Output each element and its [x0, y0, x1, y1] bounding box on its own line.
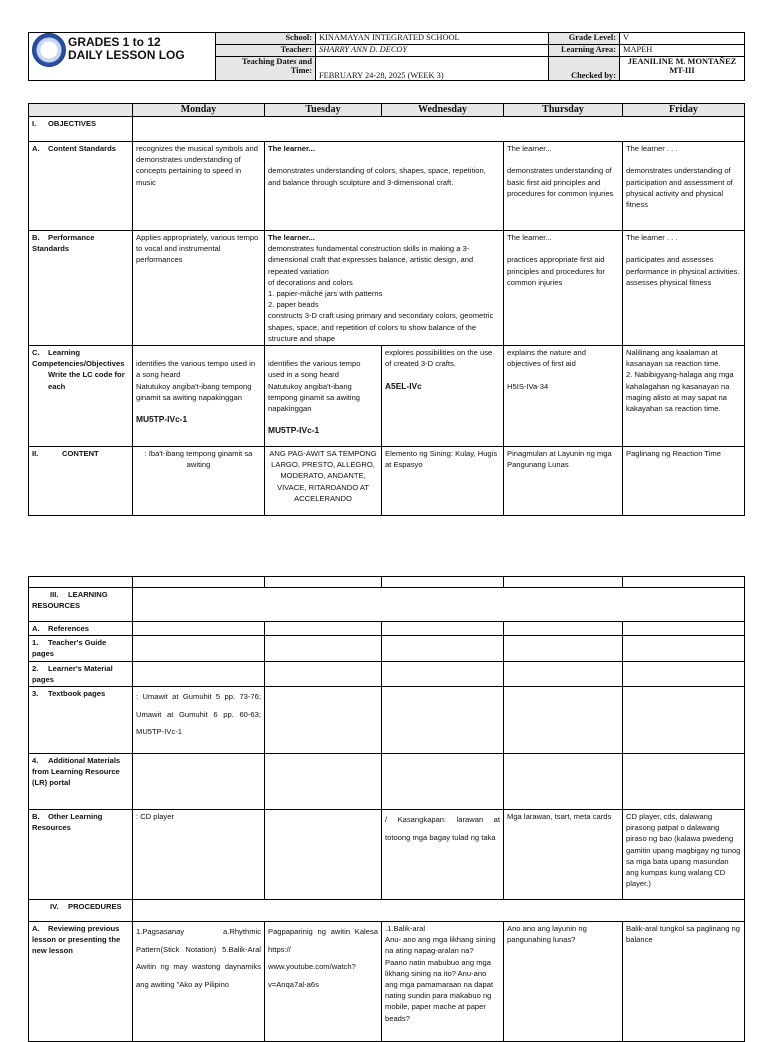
table-2-top-row: [29, 577, 745, 588]
references-num: A.: [32, 624, 40, 633]
performance-standards-row: [29, 231, 745, 346]
competencies-label: [29, 346, 133, 447]
competencies-tuesday-code: MU5TP-IVc-1: [268, 425, 320, 436]
learners-material-row: [29, 661, 745, 686]
blank-cell: [265, 636, 382, 661]
content-standards-tue-wed-head: The learner...: [268, 144, 315, 153]
blank-cell: [133, 577, 265, 588]
textbook-text: Textbook pages: [48, 689, 106, 699]
blank-cell: [623, 622, 745, 636]
procedures-label: [29, 900, 133, 922]
performance-standards-friday-l1: participates and assesses performance in physical activities.: [626, 255, 740, 276]
blank-cell: [382, 636, 504, 661]
blank-cell: [133, 636, 265, 661]
grade-level-label: Grade Level:: [549, 33, 620, 45]
teaching-dates-label-l1: Teaching Dates and: [242, 57, 312, 66]
title-cell: [29, 33, 216, 81]
content-standards-thursday-text: demonstrates understanding of basic first aid principles and procedures for common injuries: [507, 166, 614, 198]
learning-resources-label: [29, 588, 133, 622]
additional-materials-num: 4.: [32, 756, 39, 766]
review-friday: Balik-aral tungkol sa paglinang ng balance: [623, 922, 745, 1042]
review-thursday: Ano ano ang layunin ng pangunahing lunas?: [504, 922, 623, 1042]
blank-cell: [133, 754, 265, 810]
blank-cell: [133, 661, 265, 686]
performance-standards-label: [29, 231, 133, 346]
competencies-wednesday-code: A5EL-IVc: [385, 380, 422, 391]
performance-standards-tue-wed-l4: 2. paper beads: [268, 300, 319, 310]
deped-seal-logo: [32, 33, 66, 67]
competencies-wednesday: [382, 346, 504, 447]
day-header-friday: Friday: [623, 104, 745, 117]
teaching-dates-value: FEBRUARY 24-28, 2025 (WEEK 3): [316, 57, 549, 81]
content-standards-monday: recognizes the musical symbols and demonstrates understanding of concepts pertaining to speed in music: [133, 142, 265, 231]
competencies-tuesday-fil: Natutukoy angiba't-ibang tempong ginamit sa awiting napakinggan: [268, 381, 361, 414]
teachers-guide-num: 1.: [32, 638, 39, 648]
competencies-text: Learning Competencies/Objectives: [32, 348, 125, 369]
checked-by-position: MT-III: [669, 66, 695, 75]
blank-cell: [265, 622, 382, 636]
content-num: II.: [32, 449, 39, 459]
review-wednesday-l3: Paano natin mabubuo ang mga likhang sining na ito? Anu-ano ang mga pamamaraan na dapat nating sundin para makabuo ng mobile, paper mache at paper beads?: [385, 957, 494, 1023]
learning-resources-num: III.: [50, 590, 59, 599]
performance-standards-thursday: [504, 231, 623, 346]
learning-resources-row: [29, 588, 745, 622]
textbook-row: [29, 687, 745, 754]
day-header-thursday: Thursday: [504, 104, 623, 117]
blank-cell: [382, 622, 504, 636]
competencies-thursday-code: H5IS-IVa-34: [507, 381, 549, 391]
teaching-dates-label: [216, 57, 316, 81]
content-row: [29, 447, 745, 516]
blank-cell: [133, 622, 265, 636]
learning-area-value: MAPEH: [620, 45, 745, 57]
checked-by-name: JEANILINE M. MONTAÑEZ: [627, 57, 737, 66]
review-monday: 1.Pagsasanay a.Rhythmic Pattern(Stick Notation) 5.Balik-Aral Awitin ng may wastong daynamiks ang awiting "Ako ay Pilipino: [133, 922, 265, 1042]
performance-standards-thursday-head: The learner...: [507, 233, 552, 242]
performance-standards-tue-wed-l2: of decorations and colors: [268, 277, 353, 287]
other-resources-wednesday: / Kasangkapan: larawan at totoong mga bagay tulad ng taka: [382, 810, 504, 900]
content-standards-thursday: [504, 142, 623, 231]
content-standards-thursday-head: The learner...: [507, 144, 552, 153]
content-text: CONTENT: [62, 449, 99, 459]
day-header-tuesday: Tuesday: [265, 104, 382, 117]
learners-material-text: Learner's Material pages: [32, 663, 113, 684]
learning-resources-text: LEARNING RESOURCES: [32, 590, 108, 611]
objectives-row: [29, 117, 745, 142]
title-line-1: GRADES 1 to 12: [68, 35, 161, 49]
textbook-label: [29, 687, 133, 754]
other-resources-text: Other Learning Resources: [32, 812, 103, 833]
competencies-row: [29, 346, 745, 447]
day-header-monday: Monday: [133, 104, 265, 117]
blank-cell: [382, 687, 504, 754]
performance-standards-monday: Applies appropriately, various tempo to vocal and instrumental performances: [133, 231, 265, 346]
checked-by-label: Checked by:: [549, 57, 620, 81]
additional-materials-label: [29, 754, 133, 810]
day-header-row: [29, 104, 745, 117]
blank-cell: [382, 661, 504, 686]
other-resources-num: B.: [32, 812, 40, 822]
content-standards-friday-head: The learner . . .: [626, 144, 678, 153]
blank-cell: [265, 754, 382, 810]
performance-standards-thursday-text: practices appropriate first aid principles and procedures for common injuries: [507, 255, 605, 287]
content-standards-friday: [623, 142, 745, 231]
blank-cell: [504, 754, 623, 810]
blank-cell: [623, 636, 745, 661]
performance-standards-text: Performance Standards: [32, 233, 95, 254]
content-label: [29, 447, 133, 516]
blank-cell: [623, 687, 745, 754]
blank-cell: [382, 754, 504, 810]
review-tuesday: Pagpaparinig ng awitin Kalesa https:// www.youtube.com/watch? v=Anqa7al-a6s: [265, 922, 382, 1042]
performance-standards-num: B.: [32, 233, 40, 242]
other-resources-row: [29, 810, 745, 900]
blank-cell: [504, 622, 623, 636]
objectives-num: I.: [32, 119, 37, 128]
grade-level-value: V: [620, 33, 745, 45]
textbook-num: 3.: [32, 689, 39, 699]
content-standards-text: Content Standards: [48, 144, 116, 153]
competencies-monday-en: identifies the various tempo used in a song heard: [136, 359, 256, 380]
blank-header-cell: [29, 104, 133, 117]
competencies-thursday-text: explains the nature and objectives of first aid: [507, 348, 586, 369]
lesson-log-table-2: [28, 576, 745, 1042]
procedures-row: [29, 900, 745, 922]
performance-standards-tue-wed-head: The learner...: [268, 233, 315, 242]
performance-standards-tue-wed: [265, 231, 504, 346]
content-monday: : Iba't-ibang tempong ginamit sa awiting: [133, 447, 265, 516]
blank-cell: [623, 661, 745, 686]
content-wednesday: Elemento ng Sining: Kulay, Hugis at Espasyo: [382, 447, 504, 516]
content-standards-num: A.: [32, 144, 40, 153]
review-num: A.: [32, 924, 40, 934]
review-text: Reviewing previous lesson or presenting the new lesson: [32, 924, 121, 956]
objectives-label: [29, 117, 133, 142]
objectives-span-cell: [133, 117, 745, 142]
day-header-wednesday: Wednesday: [382, 104, 504, 117]
content-thursday: Pinagmulan at Layunin ng mga Pangunang Lunas: [504, 447, 623, 516]
performance-standards-friday-l2: assesses physical fitness: [626, 277, 712, 287]
competencies-friday-l1: Nalilinang ang kaalaman at kasanayan sa reaction time.: [626, 348, 721, 369]
teachers-guide-text: Teacher's Guide pages: [32, 638, 107, 659]
learning-area-label: Learning Area:: [549, 45, 620, 57]
blank-cell: [265, 661, 382, 686]
teacher-value: SHARRY ANN D. DECOY: [316, 45, 549, 57]
competencies-monday: [133, 346, 265, 447]
blank-cell: [265, 577, 382, 588]
other-resources-friday: CD player, cds, dalawang pirasong patpat o dalawang piraso ng bao (kalawa pwedeng gamitin upang magbigay ng tunog sa mga bata upang masundan ang kumpas kung walang CD player.): [623, 810, 745, 900]
procedures-text: PROCEDURES: [68, 902, 122, 912]
content-standards-friday-text: demonstrates understanding of participation and assessment of physical activity and physical fitness: [626, 166, 733, 210]
additional-materials-text: Additional Materials from Learning Resource (LR) portal: [32, 756, 121, 788]
blank-cell: [504, 661, 623, 686]
textbook-monday: : Umawit at Gumuhit 5 pp. 73-76; Umawit at Gumuhit 6 pp. 60-63; MU5TP-IVc-1: [133, 687, 265, 754]
content-standards-tue-wed-text: demonstrates understanding of colors, shapes, space, repetition, and balance through sculpture and 3-dimensional craft.: [268, 166, 486, 187]
blank-cell: [504, 577, 623, 588]
teachers-guide-label: [29, 636, 133, 661]
competencies-tuesday-en: identifies the various tempo used in a song heard: [268, 359, 361, 380]
competencies-wednesday-text: explores possibilities on the use of created 3-D crafts.: [385, 348, 493, 369]
other-resources-thursday: Mga larawan, tsart, meta cards: [504, 810, 623, 900]
blank-cell: [265, 810, 382, 900]
school-value: KINAMAYAN INTEGRATED SCHOOL: [316, 33, 549, 45]
competencies-num: C.: [32, 348, 40, 358]
procedures-num: IV.: [50, 902, 59, 912]
other-resources-label: [29, 810, 133, 900]
content-tuesday: ANG PAG-AWIT SA TEMPONG LARGO, PRESTO, ALLEGRO, MODERATO, ANDANTE, VIVACE, RITARDANDO AT ACCELERANDO: [265, 447, 382, 516]
references-label: [29, 622, 133, 636]
blank-cell: [265, 687, 382, 754]
competencies-lc-code-note: Write the LC code for each: [48, 370, 125, 391]
school-label: School:: [216, 33, 316, 45]
blank-cell: [382, 577, 504, 588]
lesson-log-table-1: [28, 103, 745, 516]
learners-material-label: [29, 661, 133, 686]
header-table: [28, 32, 745, 81]
objectives-text: OBJECTIVES: [48, 119, 97, 128]
learners-material-num: 2.: [32, 663, 39, 673]
title-line-2: DAILY LESSON LOG: [68, 48, 185, 62]
performance-standards-friday-head: The learner . . .: [626, 233, 678, 242]
competencies-friday: [623, 346, 745, 447]
performance-standards-friday: [623, 231, 745, 346]
references-text: References: [48, 624, 89, 633]
content-standards-tue-wed: [265, 142, 504, 231]
content-standards-label: [29, 142, 133, 231]
performance-standards-tue-wed-l1: demonstrates fundamental construction skills in making a 3-dimensional craft that expresses balance, artistic design, and repeated variation: [268, 244, 474, 276]
review-wednesday-l2: Anu- ano ang mga likhang sining na ating napag-aralan na?: [385, 935, 496, 956]
competencies-friday-l2: 2. Nabibigyang-halaga ang mga kahalagahan ng kasanayan na maging alisto at may sapat na kakayahan sa reaction time.: [626, 370, 734, 414]
performance-standards-tue-wed-l5: constructs 3-D craft using primary and secondary colors, geometric shapes, space, and repetition of colors to show balance of the structure and shape: [268, 311, 494, 343]
references-row: [29, 622, 745, 636]
performance-standards-tue-wed-l3: 1. papier-mâché jars with patterns: [268, 289, 383, 299]
review-wednesday-l1: .1.Balik-aral: [385, 924, 426, 934]
learning-resources-span-cell: [133, 588, 745, 622]
blank-cell: [504, 687, 623, 754]
blank-cell: [504, 636, 623, 661]
blank-cell: [29, 577, 133, 588]
competencies-thursday: [504, 346, 623, 447]
teaching-dates-label-l2: Time:: [290, 66, 312, 75]
competencies-monday-fil: Natutukoy angiba't-ibang tempong ginamit sa awiting napakinggan: [136, 381, 252, 402]
procedures-span-cell: [133, 900, 745, 922]
blank-cell: [623, 577, 745, 588]
checked-by-value: [620, 57, 745, 81]
content-standards-row: [29, 142, 745, 231]
blank-cell: [623, 754, 745, 810]
content-friday: Paglinang ng Reaction Time: [623, 447, 745, 516]
competencies-tuesday: [265, 346, 382, 447]
teachers-guide-row: [29, 636, 745, 661]
additional-materials-row: [29, 754, 745, 810]
competencies-monday-code: MU5TP-IVc-1: [136, 414, 188, 425]
other-resources-monday: : CD player: [133, 810, 265, 900]
teacher-label: Teacher:: [216, 45, 316, 57]
